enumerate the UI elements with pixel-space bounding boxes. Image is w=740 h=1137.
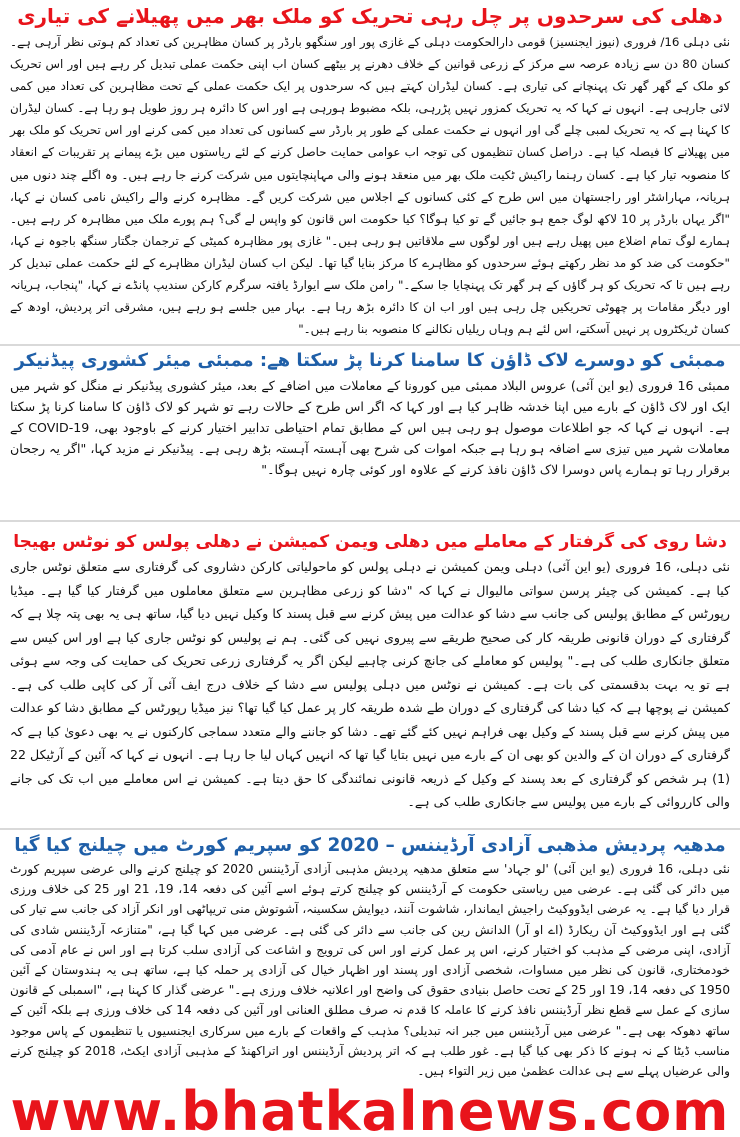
article-disha-ravi bbox=[0, 522, 740, 822]
body-mp-ordinance: نئی دہلی، 16 فروری (یو این آئی) 'لو جہاد' سے متعلق مدھیہ پردیش مذہبی آزادی آرڈیننس 2020 کو چیلنج کرنے والی عرضی سپریم کورٹ میں دائر کی گئی ہے۔ عرضی میں ریاستی حکومت کے آرڈیننس کو چیلنج کرتے ہوئے اسے آئین کی دفعہ 14، 19، 21 اور 25 کی خلاف ورزی قرار دیا گیا ہے۔ یہ عرضی ایڈووکیٹ راجیش ایماندار، شاشوت آنند، دیوایش سکسینہ، آشوتوش منی تریپاٹھی اور انکر آزاد کی جانب سے تیار کی گئی ہے اور ایڈووکیٹ آن ریکارڈ (اے او آر) الدانش رین کی جانب سے دائر کی گئی ہے۔ عرضی میں کہا گیا ہے، "متنازعہ آرڈیننس شادی کی آزادی، اپنی مرضی کے مذہب کو اختیار کرنے، اس پر عمل کرنے اور اس کی ترویج و اشاعت کی آزادی سلب کرتا ہے اور اس نے عام آدمی کی خودمختاری، قانون کی نظر میں مساوات، شخصی آزادی اور پسند اور اظہار خیال کی آزادی پر حملہ کیا ہے، ساتھ ہی یہ ہندوستان کے آئین 1950 کی دفعہ 14، 19 اور 25 کے تحت حاصل بنیادی حقوق کی واضح اور اعلانیہ خلاف ورزی ہے۔" عرضی گذار کا کہنا ہے، "اسمبلی کے قانون سازی کے عمل سے قطع نظر آرڈیننس نافذ کرنے کا عاملہ کا قدم نہ صرف مطلق العنانی اور آئین کی دفعہ 14 کی خلاف ورزی ہے بلکہ آئین کے ساتھ دھوکہ بھی ہے۔" عرضی میں آرڈیننس میں جبر انہ تبدیلی؟ مذہب کے واقعات کے بارے میں سرکاری ایجنسیوں یا تنظیموں کے پاس موجود مناسب ڈیٹا کے نہ ہونے کا ذکر بھی کیا گیا ہے۔ غور طلب ہے کہ اتر پردیش آرڈیننس اور اتراکھنڈ کے مذہبی آزادی ایکٹ، 2018 کو چیلنج کرنے والی عرضیاں پہلے سے ہی عدالت عظمیٰ میں زیر التواء ہیں۔ bbox=[10, 862, 731, 1078]
article-mumbai-lockdown bbox=[0, 346, 740, 510]
body-farmers-protest: نئی دہلی 16/ فروری (نیوز ایجنسیز) قومی دارالحکومت دہلی کے غازی پور اور سنگھو بارڈر پر کسان مظاہرین کی تعداد کم ہوتی نظر آرہی ہے۔ کسان 80 دن سے زیادہ عرصہ سے مرکز کے زرعی قوانین کے خلاف دھرنے پر بیٹھے کسان اب اپنی حکمت عملی تبدیل کر رہے ہیں اور اس تحریک کو ملک کے گھر گھر تک پہنچانے کی تیاری ہے۔ کسان لیڈران کہتے ہیں کہ سرحدوں پر ایک حکمت عملی کے تحت مظاہرین کی تعداد میں کمی لائی جارہی ہے۔ انہوں نے کہا کہ یہ تحریک کمزور نہیں پڑرہی، بلکہ مضبوط ہورہی ہے اور اس کا دائرہ ہر روز طویل ہو رہا ہے۔ کسان لیڈران کا کہنا ہے کہ یہ تحریک لمبی چلے گی اور انہوں نے حکمت عملی کے طور پر بارڈر سے کسانوں کی تعداد میں کمی کرنے اور اس تحریک کو ملک بھر میں پھیلانے کا فیصلہ کیا ہے۔ دراصل کسان تنظیموں کی توجہ اب عوامی حمایت حاصل کرنے کے لئے ریاستوں میں بڑے پیمانے پر تقریبات کے انعقاد کا منصوبہ تیار کیا ہے۔ کسان رہنما راکیش ٹکیت ملک بھر میں منعقد ہونے والی مہاپنچایتوں میں شرکت کرنے جا رہے ہیں۔ وہ اگلے چند دنوں میں ہریانہ، مہاراشٹر اور راجستھان میں اس طرح کے کئی کسانوں کے اجلاس میں شرکت کریں گے۔ مظاہرہ کرنے والے راکیش نامی کسان نے کہا، "اگر یہاں بارڈر پر 10 لاکھ لوگ جمع ہو جائیں گے تو کیا ہوگا؟ کیا حکومت اس قانون کو واپس لے گی؟ ہم پورے ملک میں مظاہرہ کر رہے ہیں۔ ہمارے لوگ تمام اضلاع میں پھیل رہے ہیں اور لوگوں سے ملاقاتیں ہو رہی ہیں۔" غازی پور مظاہرہ کمیٹی کے ترجمان جگتار سنگھ باجوہ نے کہا، "حکومت کی ضد کو مد نظر رکھتے ہوئے سرحدوں کو مظاہرے کا مرکز بنایا گیا تھا۔ لیکن اب کسان لیڈران مظاہرے کے لئے حکمت عملی تبدیل کر رہے ہیں تا کہ تحریک کو ہر گاؤں کے ہر گھر تک پہنچایا جا سکے۔" رامن ملک سے ایوارڈ یافتہ سرگرم کارکن سندیپ پانڈے نے کہا، "پنجاب، ہریانہ اور دیگر مقامات پر چھوٹی تحریکیں چل رہی ہیں اور اب ان کا دائرہ بڑھ رہا ہے۔ بہار میں جلسے ہو رہے ہیں، مشرقی اتر پردیش، اودھ کے کسان ٹریکٹروں پر نہیں آسکتے، اس لئے ہم وہاں ریلیاں نکالنے کا منصوبہ بنا رہے ہیں۔" bbox=[10, 35, 730, 337]
footer-banner bbox=[0, 1087, 740, 1137]
headline-mumbai-lockdown: ممبئی کو دوسرے لاک ڈاؤن کا سامنا کرنا پڑ سکتا ھے: ممبئی میئر کشوری پیڈنیکر bbox=[14, 350, 726, 371]
body-disha-ravi: نئی دہلی، 16 فروری (یو این آئی) دہلی ویمن کمیشن نے دہلی پولس کو ماحولیاتی کارکن دشاروی کی گرفتاری سے متعلق نوٹس جاری کیا ہے۔ کمیشن کی چیئر پرسن سواتی مالیوال نے کہا کہ "دشا کو زرعی مظاہرین سے متعلق معاملوں میں گرفتار کیا گیا ہے۔ میڈیا رپورٹس کے مطابق پولیس کی جانب سے دشا کو عدالت میں پیش کرنے سے قبل پسند کا وکیل نہیں دیا گیا، ساتھ ہی یہ بھی پتہ چلا ہے کہ گرفتاری کے دوران قانونی طریقہ کار کی صحیح طریقے سے پیروی نہیں کی گئی۔ ہم نے پولیس کو نوٹس جاری کیا ہے اور اس کیس سے متعلق جانکاری طلب کی ہے۔" پولیس کو معاملے کی جانچ کرنی چاہیے لیکن اگر یہ گرفتاری زرعی تحریک کی حمایت کی وجہ سے ہوئی ہے تو یہ بہت بدقسمتی کی بات ہے۔ کمیشن نے نوٹس میں دہلی پولیس سے دشا کے خلاف درج ایف آئی آر کی کاپی طلب کی ہے۔ کمیشن نے پوچھا ہے کہ کیا دشا کی گرفتاری کے دوران طے شدہ طریقہ کار پر عمل کیا گیا تھا؟ نیز میڈیا رپورٹس کے مطابق دشا کو عدالت میں پیش کرنے سے قبل پسند کے وکیل بھی فراہم نہیں کئے گئے تھے۔ دشا کو جاننے والے متعدد سماجی کارکنوں نے یہ بھی دعویٰ کیا ہے کہ گرفتاری کے دوران ان کے والدین کو بھی ان کے بارے میں نہیں بتایا گیا تھا کہ انہیں کہاں لیا جا رہا ہے۔ انہوں نے کہا کہ آئین کے آرٹیکل 22 (1) ہر شخص کو گرفتاری کے بعد پسند کے وکیل کے ذریعہ قانونی نمائندگی کا حق دیتا ہے۔ کمیشن نے اس معاملے میں اب تک کی جانے والی کارروائی کے بارے میں پولیس سے جانکاری طلب کی ہے۔ bbox=[10, 559, 730, 810]
article-farmers-protest bbox=[0, 0, 740, 340]
headline-mp-ordinance: مدھیہ پردیش مذھبی آزادی آرڈیننس – 2020 کو سپریم کورٹ میں چیلنج کیا گیا bbox=[14, 835, 726, 856]
headline-farmers-protest: دھلی کی سرحدوں پر چل رہی تحریک کو ملک بھر میں پھیلانے کی تیاری bbox=[17, 4, 723, 28]
headline-disha-ravi: دشا روی کی گرفتار کے معاملے میں دھلی ویمن کمیشن نے دھلی پولس کو نوٹس بھیجا bbox=[13, 532, 727, 552]
site-url: www.bhatkalnews.com bbox=[10, 1087, 730, 1137]
body-mumbai-lockdown: ممبئی 16 فروری (یو این آئی) عروس البلاد ممبئی میں کورونا کے معاملات میں اضافے کے بعد، میئر کشوری پیڈنیکر نے منگل کو شہر میں ایک اور لاک ڈاؤن کے بارے میں اپنا خدشہ ظاہر کیا ہے اور کہا کہ اگر اس طرح کے حالات رہے تو شہر کو لاک ڈاؤن کا سامنا کرنا پڑ سکتا ہے۔ انہوں نے کہا کہ جو اطلاعات موصول ہو رہی ہیں اس کے مطابق تمام احتیاطی تدابیر اختیار کرنے کے باوجود بھی، COVID-19 کے معاملات شہر میں تیزی سے اضافہ ہو رہا ہے جبکہ اموات کی شرح بھی آہستہ آہستہ بڑھ رہی ہے۔ پیڈنیکر نے مزید کہا، "اگر یہ رجحان برقرار رہا تو ہمارے پاس دوسرا لاک ڈاؤن نافذ کرنے کے علاوہ اور کوئی چارہ نہیں ہوگا۔" bbox=[10, 377, 730, 477]
article-mp-ordinance bbox=[0, 830, 740, 1082]
